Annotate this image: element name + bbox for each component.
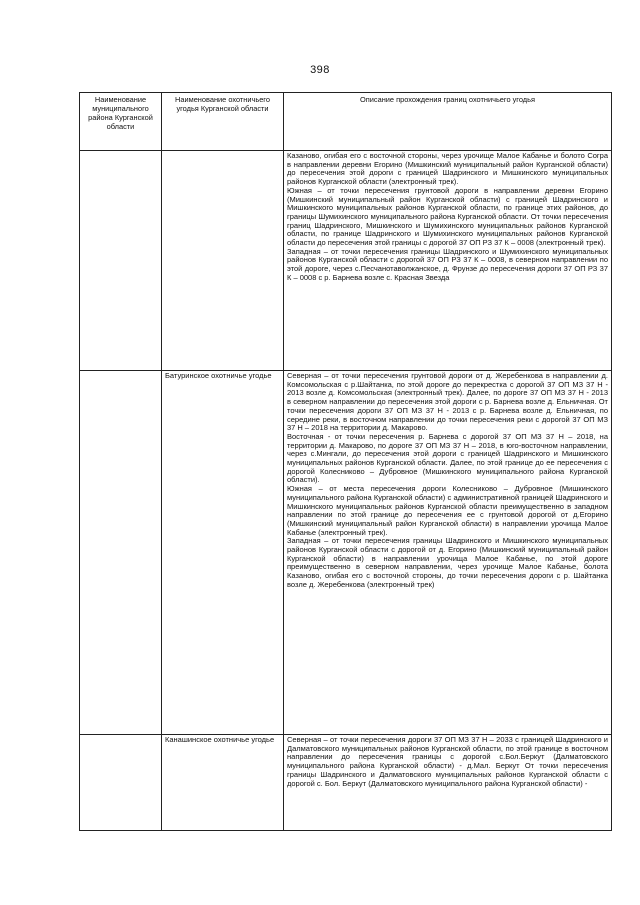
boundary-paragraph: Западная – от точки пересечения границы Шадринского и Шумихинского муниципальных районов Курганской области с дорогой 37 ОП РЗ 37 К – 0008, в северном направлении по этой дороге, через с.Песчанотаволжанское, д. Фрунзе до пересечения дороги 37 ОП РЗ 37 К – 0008 с р. Барнева возле с. Красная Звезда: [287, 246, 608, 282]
area-cell: Батуринское охотничье угодье: [162, 371, 284, 735]
table-row: [80, 735, 612, 831]
page-number: 398: [310, 64, 330, 76]
boundary-paragraph: Южная – от места пересечения дороги Колесниково – Дубровное (Мишкинского муниципального района Курганской области) с административной границей Шадринского и Мишкинского муниципальных районов Курганской области преимущественно в западном направлении по этой границе до пересечения ее с грунтовой дорогой от д.Егорино (Мишкинский муниципальный район Курганской области) в направлении урочища Малое Кабанье (электронный трек).: [287, 484, 608, 537]
boundary-paragraph: Восточная - от точки пересечения р. Барнева с дорогой 37 ОП МЗ 37 Н – 2018, на территории д. Макарово, по дороге 37 ОП МЗ 37 Н – 2018, в юго-восточном направлении, через с.Мингали, до пересечения этой дороги с границей Шадринского и Мишкинского муниципальных районов Курганской области. Далее, по этой границе до ее пересечения с дорогой Колесниково – Дубровное (Мишкинского муниципального района Курганской области).: [287, 431, 608, 485]
boundary-description-cell: [284, 371, 612, 735]
area-cell: Канашинское охотничье угодье: [162, 735, 284, 831]
boundary-paragraph: Казаново, огибая его с восточной стороны, через урочище Малое Кабанье и болото Согра в направлении деревни Егорино (Мишкинский муниципальный район Курганской области) до пересечения этой дороги с границей Шадринского и Мишкинского муниципальных районов Курганской области (электронный трек).: [287, 151, 608, 187]
table-header-row: [80, 93, 612, 151]
header-boundary-description: Описание прохождения границ охотничьего угодья: [284, 93, 612, 151]
boundary-paragraph: Южная – от точки пересечения грунтовой дороги в направлении деревни Егорино (Мишкинский муниципальный район Курганской области) с границей Шадринского и Мишкинского муниципальных районов Курганской области, по границе этих районов, до границы Шумихинского муниципального района Курганской области. От точки пересечения границ Шадринского, Мишкинского и Шумихинского муниципальных районов Курганской области, по границе Шадринского и Шумихинского муниципальных районов Курганской области до пересечения этой границы с дорогой 37 ОП РЗ 37 К – 0008 (электронный трек).: [287, 185, 608, 248]
area-cell: [162, 151, 284, 371]
boundary-description-cell: [284, 735, 612, 831]
boundary-paragraph: Северная – от точки пересечения грунтовой дороги от д. Жеребенкова в направлении д. Комсомольская с р.Шайтанка, по этой дороге до перекрестка с дорогой 37 ОП МЗ 37 Н - 2013 возле д. Комсомольская (электронный трек). Далее, по дороге 37 ОП МЗ 37 Н - 2013 в северном направлении до пересечения этой дороги с р. Барнева возле д. Ельничная. От точки пересечения дороги 37 ОП МЗ 37 Н - 2013 с р. Барнева возле д. Ельничная, по середине реки, в восточном направлении до точки пересечения реки с дорогой 37 ОП МЗ 37 Н – 2018 на территории д. Макарово.: [287, 371, 608, 433]
boundary-paragraph: Западная – от точки пересечения границы Шадринского и Мишкинского муниципальных районов Курганской области с дорогой от д. Егорино (Мишкинский муниципальный район Курганской области) в направлении урочища Малое Кабанье, по этой дороге преимущественно в северном направлении, через урочище Малое Кабанье, болота Казаново, огибая его с восточной стороны, до точки пересечения дороги с р. Шайтанка возле д. Жеребенкова (электронный трек): [287, 536, 608, 589]
boundary-description-cell: [284, 151, 612, 371]
district-cell: [80, 735, 162, 831]
table-row: [80, 371, 612, 735]
header-hunting-area: Наименование охотничьего угодья Курганской области: [162, 93, 284, 151]
header-district: Наименование муниципального района Курганской области: [80, 93, 162, 151]
district-cell: [80, 151, 162, 371]
table-row: [80, 151, 612, 371]
boundary-paragraph: Северная – от точки пересечения дороги 37 ОП МЗ 37 Н – 2033 с границей Шадринского и Далматовского муниципальных районов Курганской области, по этой границе в восточном направлении до пересечения границы с дорогой с.Бол.Беркут (Далматовского муниципального района Курганской области) - д.Мал. Беркут От точки пересечения границы Шадринского и Далматовского муниципальных районов Курганской области с дорогой с. Бол. Беркут (Далматовского муниципального района Курганской области) -: [287, 735, 608, 788]
district-cell: [80, 371, 162, 735]
hunting-grounds-table: [79, 92, 612, 831]
